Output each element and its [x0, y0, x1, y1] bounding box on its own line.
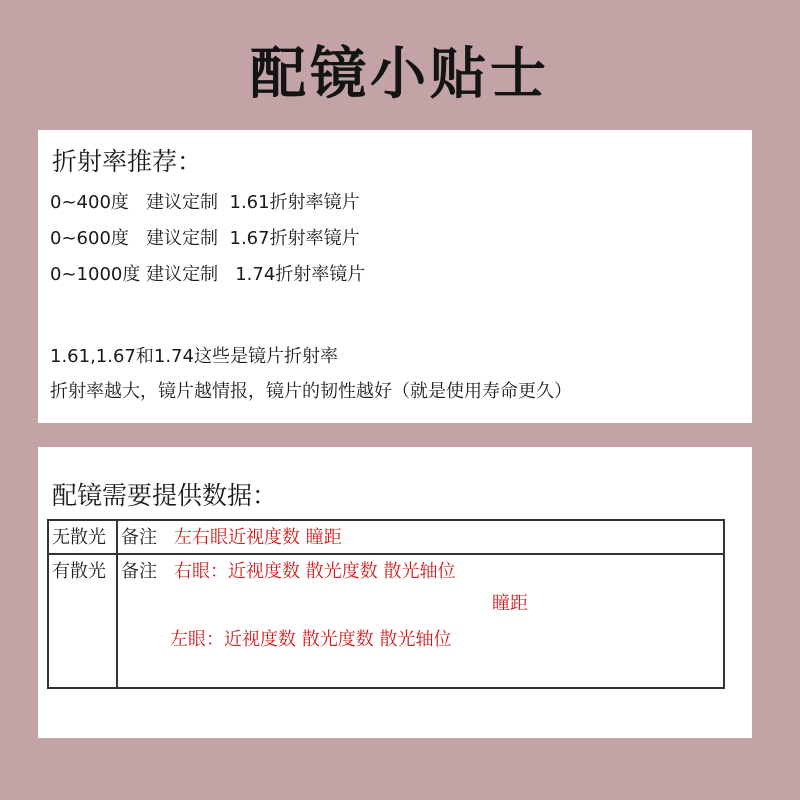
page-title: 配镜小贴士 [250, 42, 550, 107]
row-type-label: 有散光 [52, 561, 106, 582]
required-values: 左右眼近视度数 瞳距 [174, 527, 342, 548]
row-content-cell [117, 520, 724, 554]
required-data-heading: 配镜需要提供数据： [52, 481, 278, 510]
row-type-cell [48, 554, 117, 688]
note-label: 备注 [121, 527, 157, 548]
pupillary-distance-label: 瞳距 [492, 593, 528, 614]
table-row [48, 554, 724, 688]
required-data-card [38, 447, 752, 738]
row-type-label: 无散光 [52, 527, 106, 548]
row-type-cell [48, 520, 117, 554]
left-eye-values: 左眼：近视度数 散光度数 散光轴位 [170, 629, 452, 650]
refractive-index-card [38, 130, 752, 423]
recommendation-line-2: 0~600度 建议定制 1.67折射率镜片 [50, 228, 360, 249]
recommendation-line-1: 0~400度 建议定制 1.61折射率镜片 [50, 192, 360, 213]
refractive-index-heading: 折射率推荐： [52, 147, 203, 176]
note-line-2: 折射率越大，镜片越情报，镜片的韧性越好（就是使用寿命更久） [50, 381, 572, 402]
recommendation-line-3: 0~1000度 建议定制 1.74折射率镜片 [50, 264, 366, 285]
right-eye-values: 右眼：近视度数 散光度数 散光轴位 [174, 561, 456, 582]
note-label: 备注 [121, 561, 157, 582]
table-row [48, 520, 724, 554]
row-content-cell [117, 554, 724, 688]
note-line-1: 1.61,1.67和1.74这些是镜片折射率 [50, 346, 338, 367]
prescription-table [47, 519, 725, 689]
